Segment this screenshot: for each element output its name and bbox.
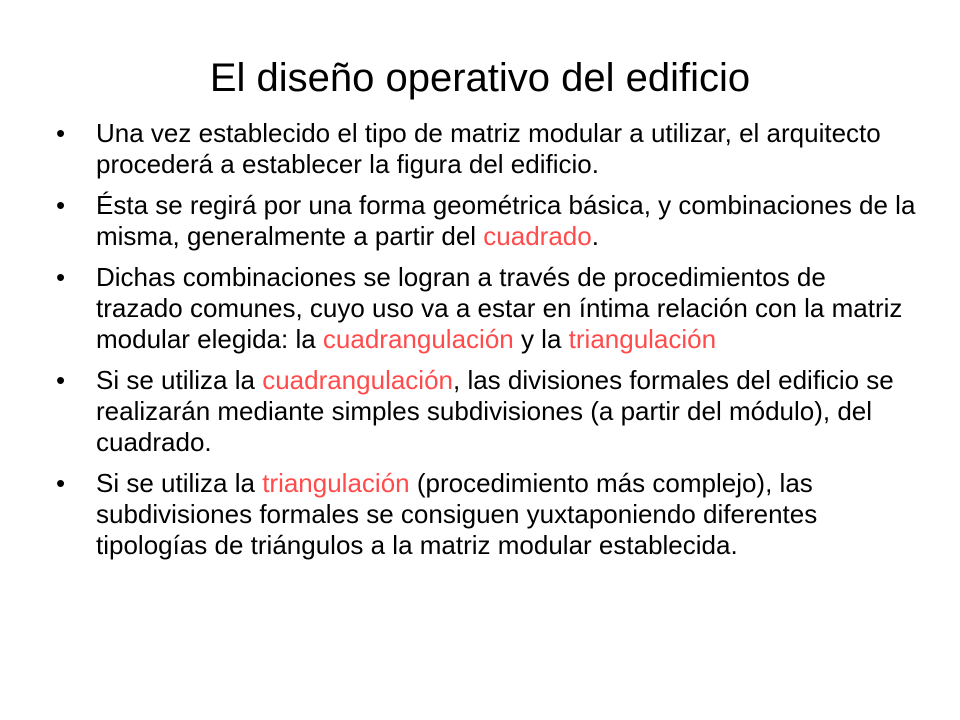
bullet-text-part: Si se utiliza la xyxy=(96,365,263,395)
bullet-text-part: Una vez establecido el tipo de matriz modular a utilizar, el arquitecto procederá a establecer la figura del edificio. xyxy=(96,118,881,179)
bullet-icon: • xyxy=(56,365,66,395)
highlighted-term: cuadrangulación xyxy=(322,324,514,354)
bullet-text xyxy=(96,262,902,354)
bullet-text-part: Dichas combinaciones se logran a través de procedimientos de trazado comunes, cuyo uso va a estar en íntima relación con la matriz modular elegida: la xyxy=(96,262,903,354)
bullet-item xyxy=(56,190,916,252)
bullet-item xyxy=(56,118,916,180)
bullet-icon: • xyxy=(56,118,66,148)
bullet-text xyxy=(96,365,894,457)
bullet-text-part: , las divisiones formales del edificio se realizarán mediante simples subdivisiones (a partir del módulo), del cuadrado. xyxy=(96,365,894,457)
bullet-list xyxy=(56,118,916,571)
bullet-text xyxy=(96,190,915,251)
bullet-item xyxy=(56,468,916,561)
bullet-text-part: . xyxy=(591,221,599,251)
bullet-icon: • xyxy=(56,190,66,220)
bullet-text-part: Si se utiliza la xyxy=(96,468,263,498)
bullet-item xyxy=(56,365,916,458)
bullet-text-part: (procedimiento más complejo), las subdivisiones formales se consiguen yuxtaponiendo diferentes tipologías de triángulos a la matriz modular establecida. xyxy=(96,468,818,560)
highlighted-term: triangulación xyxy=(568,324,717,354)
bullet-text xyxy=(96,118,881,179)
bullet-item xyxy=(56,262,916,355)
highlighted-term: cuadrado xyxy=(483,221,592,251)
bullet-text-part: Ésta se regirá por una forma geométrica básica, y combinaciones de la misma, generalmente a partir del xyxy=(96,190,916,251)
highlighted-term: cuadrangulación xyxy=(262,365,453,395)
bullet-icon: • xyxy=(56,468,66,498)
bullet-text-part: y la xyxy=(513,324,569,354)
slide-title: El diseño operativo del edificio xyxy=(209,56,751,100)
highlighted-term: triangulación xyxy=(262,468,410,498)
bullet-icon: • xyxy=(56,262,66,292)
bullet-text xyxy=(96,468,817,560)
